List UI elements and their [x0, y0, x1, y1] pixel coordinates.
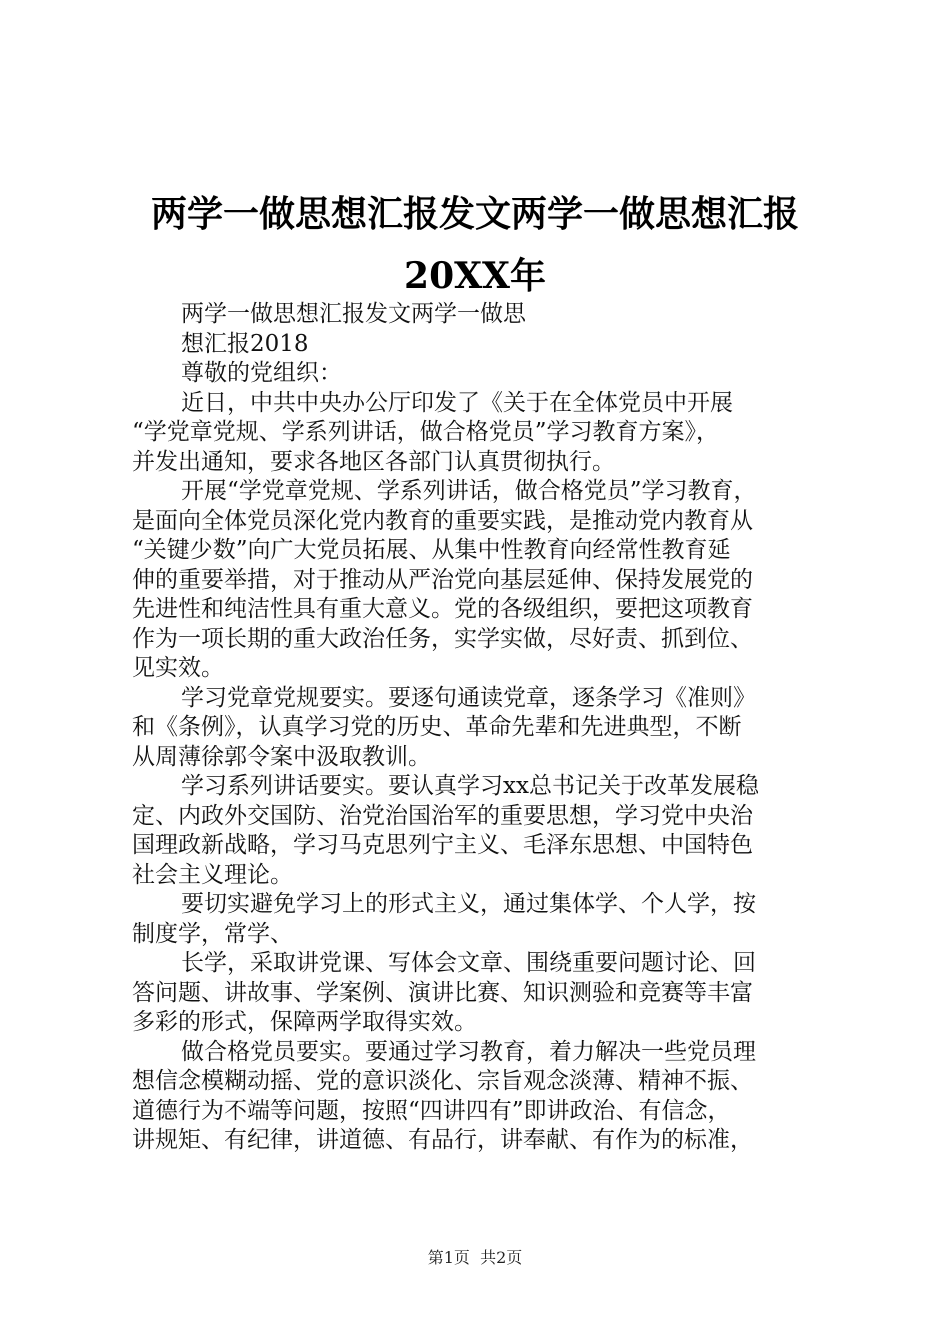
body-text-line: 尊敬的党组织：: [181, 360, 342, 386]
document-title-line-1: 两学一做思想汇报发文两学一做思想汇报: [150, 193, 799, 235]
page-footer: [0, 1245, 950, 1268]
body-text-line: 先进性和纯洁性具有重大意义。党的各级组织，要把这项教育: [132, 596, 753, 622]
body-text-line: 想汇报2018: [181, 330, 309, 357]
body-text-line: 伸的重要举措，对于推动从严治党向基层延伸、保持发展党的: [132, 566, 753, 593]
body-text-line: 道德行为不端等问题，按照“四讲四有”即讲政治、有信念，: [132, 1097, 731, 1124]
body-text-line: 定、内政外交国防、治党治国治军的重要思想，学习党中央治: [132, 802, 753, 829]
document-body: [132, 300, 832, 1156]
body-text-line: 制度学，常学、: [132, 920, 293, 947]
document-title-line-2: 20XX年: [404, 255, 546, 297]
body-text-line: 多彩的形式，保障两学取得实效。: [132, 1009, 477, 1035]
body-text-line: 从周薄徐郭令案中汲取教训。: [132, 743, 431, 770]
body-text-line: 开展“学党章党规、学系列讲话，做合格党员”学习教育，: [181, 478, 757, 504]
body-text-line: “关键少数”向广大党员拓展、从集中性教育向经常性教育延: [132, 537, 731, 563]
body-text-line: 想信念模糊动摇、党的意识淡化、宗旨观念淡薄、精神不振、: [132, 1068, 753, 1094]
page-number-label: 第1页 共2页: [427, 1248, 523, 1267]
body-text-line: 要切实避免学习上的形式主义，通过集体学、个人学，按: [181, 891, 756, 917]
body-text-line: 国理政新战略，学习马克思列宁主义、毛泽东思想、中国特色: [132, 832, 753, 858]
body-text-line: “学党章党规、学系列讲话，做合格党员”学习教育方案》，: [132, 419, 720, 445]
body-text-line: 做合格党员要实。要通过学习教育，着力解决一些党员理: [181, 1038, 756, 1065]
body-text-line: 讲规矩、有纪律，讲道德、有品行，讲奉献、有作为的标准，: [132, 1127, 753, 1153]
body-text-line: 和《条例》，认真学习党的历史、革命先辈和先进典型，不断: [132, 714, 742, 740]
body-text-line: 并发出通知，要求各地区各部门认真贯彻执行。: [132, 448, 615, 475]
body-text-line: 社会主义理论。: [132, 861, 293, 888]
body-text-line: 见实效。: [132, 655, 224, 681]
body-text-line: 学习系列讲话要实。要认真学习xx总书记关于改革发展稳: [181, 773, 759, 799]
body-text-line: 长学，采取讲党课、写体会文章、围绕重要问题讨论、回: [181, 950, 756, 976]
body-text-line: 近日，中共中央办公厅印发了《关于在全体党员中开展: [181, 389, 733, 416]
body-text-line: 两学一做思想汇报发文两学一做思: [181, 301, 526, 327]
body-text-line: 学习党章党规要实。要逐句通读党章，逐条学习《准则》: [181, 684, 756, 711]
body-text-line: 作为一项长期的重大政治任务，实学实做，尽好责、抓到位、: [132, 625, 753, 652]
body-text-line: 答问题、讲故事、学案例、演讲比赛、知识测验和竞赛等丰富: [132, 979, 753, 1006]
body-text-line: 是面向全体党员深化党内教育的重要实践，是推动党内教育从: [132, 507, 753, 534]
